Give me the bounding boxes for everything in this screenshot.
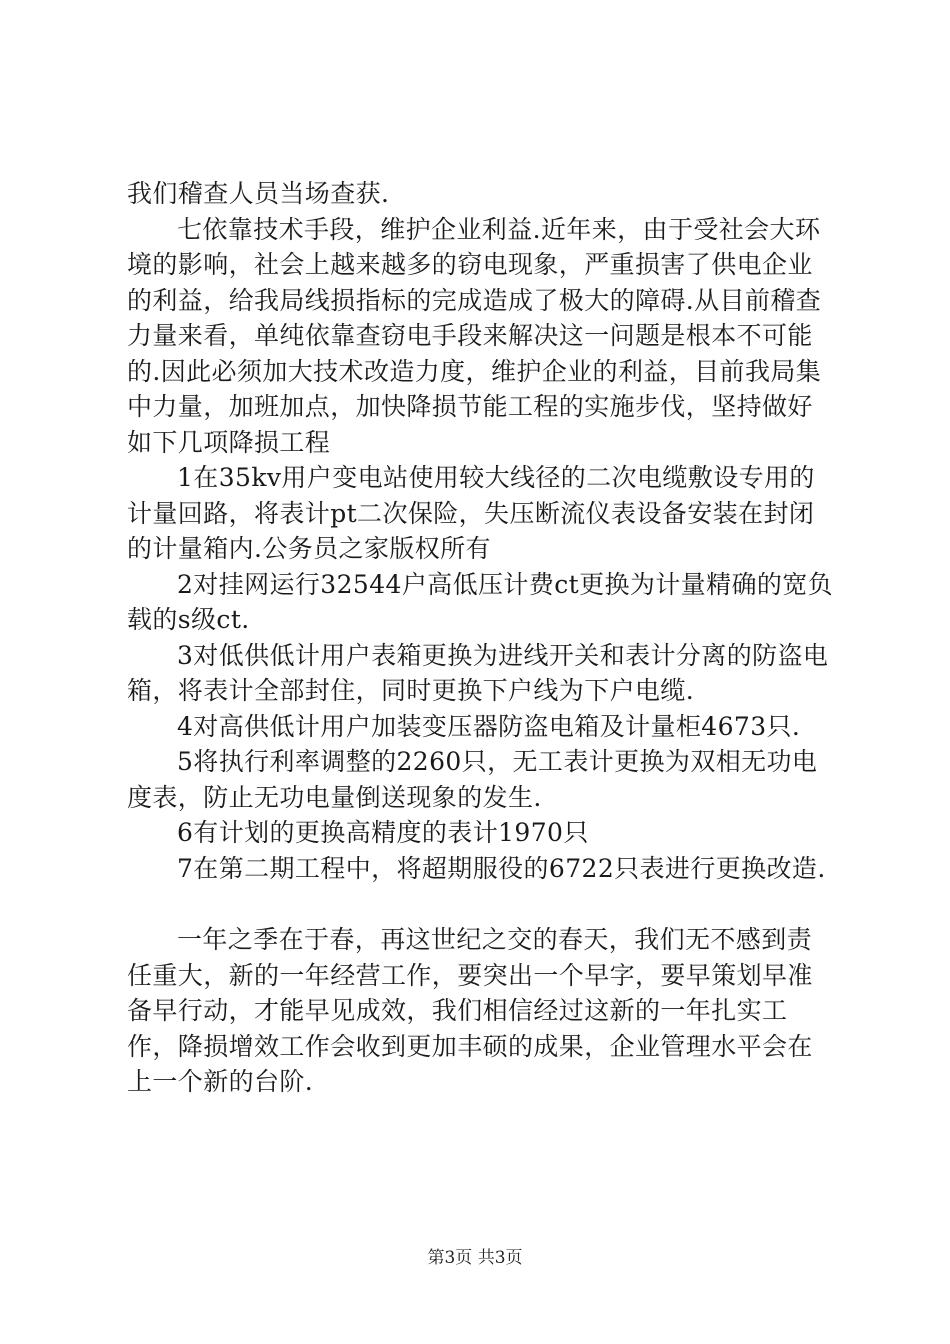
paragraph-continuation: 我们稽查人员当场查获. [127, 179, 390, 208]
list-item-6: 6有计划的更换高精度的表计1970只 [177, 818, 589, 847]
paragraph-conclusion: 一年之季在于春，再这世纪之交的春天，我们无不感到责任重大，新的一年经营工作，要突出一个早字，要早策划早准备早行动，才能早见成效，我们相信经过这新的一年扎实工作，降损增效工作会收到更加丰硕的成果，企业管理水平会在上一个新的台阶. [127, 925, 813, 1096]
document-body [127, 176, 837, 1100]
list-item-2: 2对挂网运行32544户高低压计费ct更换为计量精确的宽负载的s级ct. [127, 569, 834, 634]
list-item-3: 3对低供低计用户表箱更换为进线开关和表计分离的防盗电箱，将表计全部封住，同时更换下户线为下户电缆. [127, 640, 829, 705]
list-item-4: 4对高供低计用户加装变压器防盗电箱及计量柜4673只. [177, 711, 801, 741]
list-item-7: 7在第二期工程中，将超期服役的6722只表进行更换改造. [177, 853, 826, 883]
list-item-1: 1在35kv用户变电站使用较大线径的二次电缆敷设专用的计量回路，将表计pt二次保险，失压断流仪表设备安装在封闭的计量箱内.公务员之家版权所有 [127, 463, 815, 563]
paragraph-spacer [127, 886, 837, 922]
paragraph-technical-measures: 七依靠技术手段，维护企业利益.近年来，由于受社会大环境的影响，社会上越来越多的窃电现象，严重损害了供电企业的利益，给我局线损指标的完成造成了极大的障碍.从目前稽查力量来看，单纯依靠查窃电手段来解决这一问题是根本不可能的.因此必须加大技术改造力度，维护企业的利益，目前我局集中力量，加班加点，加快降损节能工程的实施步伐，坚持做好如下几项降损工程 [127, 214, 822, 457]
list-item-5: 5将执行利率调整的2260只，无工表计更换为双相无功电度表，防止无功电量倒送现象的发生. [127, 747, 818, 812]
page-footer: 第3页 共3页 [427, 1248, 523, 1268]
